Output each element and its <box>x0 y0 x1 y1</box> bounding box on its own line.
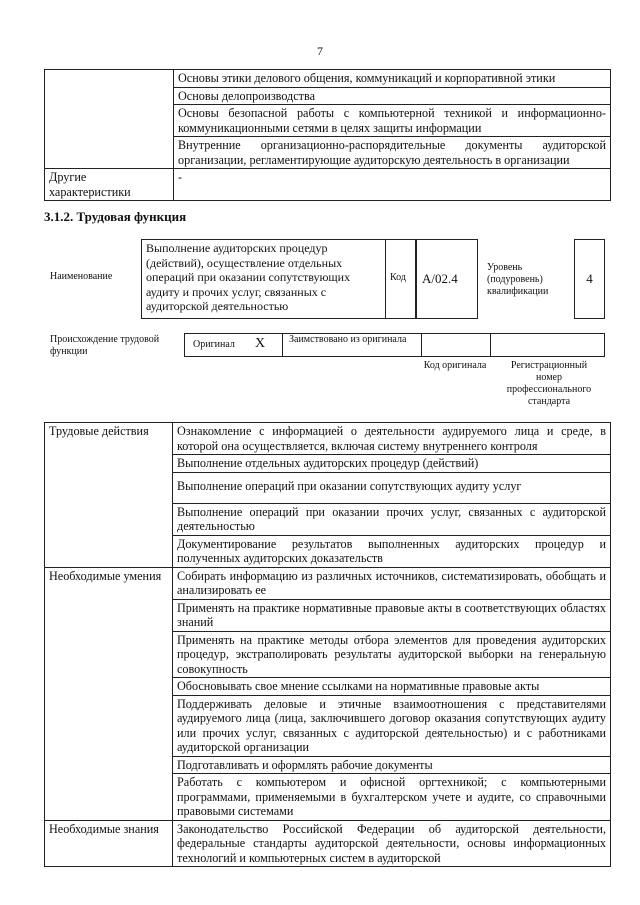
table-row <box>45 820 611 867</box>
original-mark: X <box>255 336 266 351</box>
group-label: Необходимые умения <box>45 567 173 820</box>
origin-divider <box>421 334 422 356</box>
table-cell: Основы безопасной работы с компьютерной техникой и информационно-коммуникационными сетями в целях защиты информации <box>174 105 611 137</box>
code-label: Код <box>390 272 406 283</box>
code-value-cell <box>416 239 478 319</box>
table-cell: Законодательство Российской Федерации об аудиторской деятельности, федеральные стандарты аудиторской деятельности, основы информационных технологий и компьютерных систем в аудиторской <box>173 820 611 867</box>
main-table <box>44 422 611 867</box>
reg-number-label: Регистрационный номер профессионального стандарта <box>506 360 592 407</box>
table-cell: Выполнение операций при оказании прочих услуг, связанных с аудиторской деятельностью <box>173 503 611 535</box>
original-label: Оригинал <box>193 339 235 350</box>
origin-box <box>184 333 605 357</box>
table-cell: Обосновывать свое мнение ссылками на нормативные правовые акты <box>173 678 611 696</box>
borrowed-label: Заимствовано из оригинала <box>289 334 407 345</box>
page-number: 7 <box>317 44 323 58</box>
table-cell: Подготавливать и оформлять рабочие документы <box>173 756 611 774</box>
other-characteristics-label: Другие характеристики <box>45 169 174 201</box>
section-title: 3.1.2. Трудовая функция <box>44 209 187 224</box>
table-cell: Внутренние организационно-распорядительные документы аудиторской организации, регламентирующие аудиторскую деятельность в организации <box>174 137 611 169</box>
table-cell: Ознакомление с информацией о деятельности аудируемого лица и среде, в которой она осуществляется, включая систему внутреннего контроля <box>173 423 611 455</box>
table-row <box>45 567 611 599</box>
level-value-cell <box>574 239 605 319</box>
table-cell: Применять на практике нормативные правовые акты в соответствующих областях знаний <box>173 599 611 631</box>
group-label: Трудовые действия <box>45 423 173 568</box>
group-label: Необходимые знания <box>45 820 173 867</box>
name-value: Выполнение аудиторских процедур (действий), осуществление отдельных операций при оказании сопутствующих аудиту и прочих услуг, связанных с аудиторской деятельностью <box>141 239 386 319</box>
code-label-cell <box>385 239 416 319</box>
table-cell: Выполнение операций при оказании сопутствующих аудиту услуг <box>173 472 611 503</box>
table-cell: Основы этики делового общения, коммуникаций и корпоративной этики <box>174 70 611 88</box>
top-table <box>44 69 611 201</box>
table-cell: Работать с компьютером и офисной оргтехникой; с компьютерными программами, применяемыми в бухгалтерском учете и аудите, со справочными правовыми системами <box>173 774 611 821</box>
table-row <box>45 423 611 455</box>
code-value: A/02.4 <box>422 271 458 286</box>
code-original-label: Код оригинала <box>423 360 487 371</box>
table-cell: Поддерживать деловые и этичные взаимоотношения с представителями аудируемого лица (лица, заключившего договор оказания сопутствующих аудиту или прочих услуг, связанных с аудиторской деятельностью) и с работниками аудиторской организации <box>173 695 611 756</box>
origin-divider <box>490 334 491 356</box>
table-cell: Выполнение отдельных аудиторских процедур (действий) <box>173 455 611 473</box>
other-characteristics-value: - <box>174 169 611 201</box>
table-row <box>45 70 611 88</box>
table-row <box>45 169 611 201</box>
table-cell: Основы делопроизводства <box>174 87 611 105</box>
origin-divider <box>282 334 283 356</box>
level-value: 4 <box>586 271 593 286</box>
level-label: Уровень (подуровень) квалификации <box>487 262 549 297</box>
name-label: Наименование <box>50 271 113 282</box>
table-cell-left <box>45 70 174 169</box>
table-cell: Применять на практике методы отбора элементов для проведения аудиторских процедур, экстраполировать результаты аудиторской выборки на генеральную совокупность <box>173 631 611 678</box>
origin-label: Происхождение трудовой функции <box>50 334 160 357</box>
table-cell: Документирование результатов выполненных аудиторских процедур и полученных аудиторских доказательств <box>173 535 611 567</box>
table-cell: Собирать информацию из различных источников, систематизировать, обобщать и анализировать ее <box>173 567 611 599</box>
